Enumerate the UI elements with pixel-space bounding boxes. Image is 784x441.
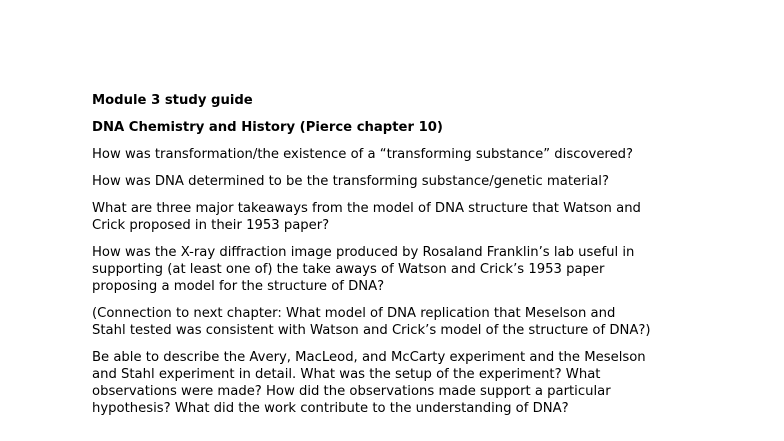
paragraph-line: (Connection to next chapter: What model of DNA replication that Meselson and <box>92 306 616 321</box>
paragraph-line: How was DNA determined to be the transforming substance/genetic material? <box>92 174 609 189</box>
paragraph-line: observations were made? How did the observations made support a particular <box>92 384 611 399</box>
paragraph-transforming-substance <box>92 173 702 190</box>
paragraph-watson-crick-takeaways <box>92 200 702 234</box>
paragraph-line: and Stahl experiment in detail. What was the setup of the experiment? What <box>92 367 601 382</box>
paragraph-transformation <box>92 146 702 163</box>
paragraph-line: How was transformation/the existence of a “transforming substance” discovered? <box>92 147 634 162</box>
paragraph-next-chapter-connection <box>92 305 702 339</box>
paragraph-xray-diffraction <box>92 244 702 295</box>
paragraph-line: What are three major takeaways from the model of DNA structure that Watson and <box>92 201 641 216</box>
paragraph-line: proposing a model for the structure of DNA? <box>92 279 385 294</box>
paragraph-experiments <box>92 349 702 417</box>
document-body <box>92 92 702 427</box>
paragraph-line: Stahl tested was consistent with Watson and Crick’s model of the structure of DNA?) <box>92 323 651 338</box>
paragraph-line: Crick proposed in their 1953 paper? <box>92 218 330 233</box>
document-title: Module 3 study guide <box>92 93 253 108</box>
paragraph-line: Be able to describe the Avery, MacLeod, and McCarty experiment and the Meselson <box>92 350 646 365</box>
paragraph-line: supporting (at least one of) the take aways of Watson and Crick’s 1953 paper <box>92 262 605 277</box>
section-heading: DNA Chemistry and History (Pierce chapter 10) <box>92 120 443 135</box>
paragraph-line: How was the X-ray diffraction image produced by Rosaland Franklin’s lab useful in <box>92 245 635 260</box>
paragraph-line: hypothesis? What did the work contribute to the understanding of DNA? <box>92 401 569 416</box>
